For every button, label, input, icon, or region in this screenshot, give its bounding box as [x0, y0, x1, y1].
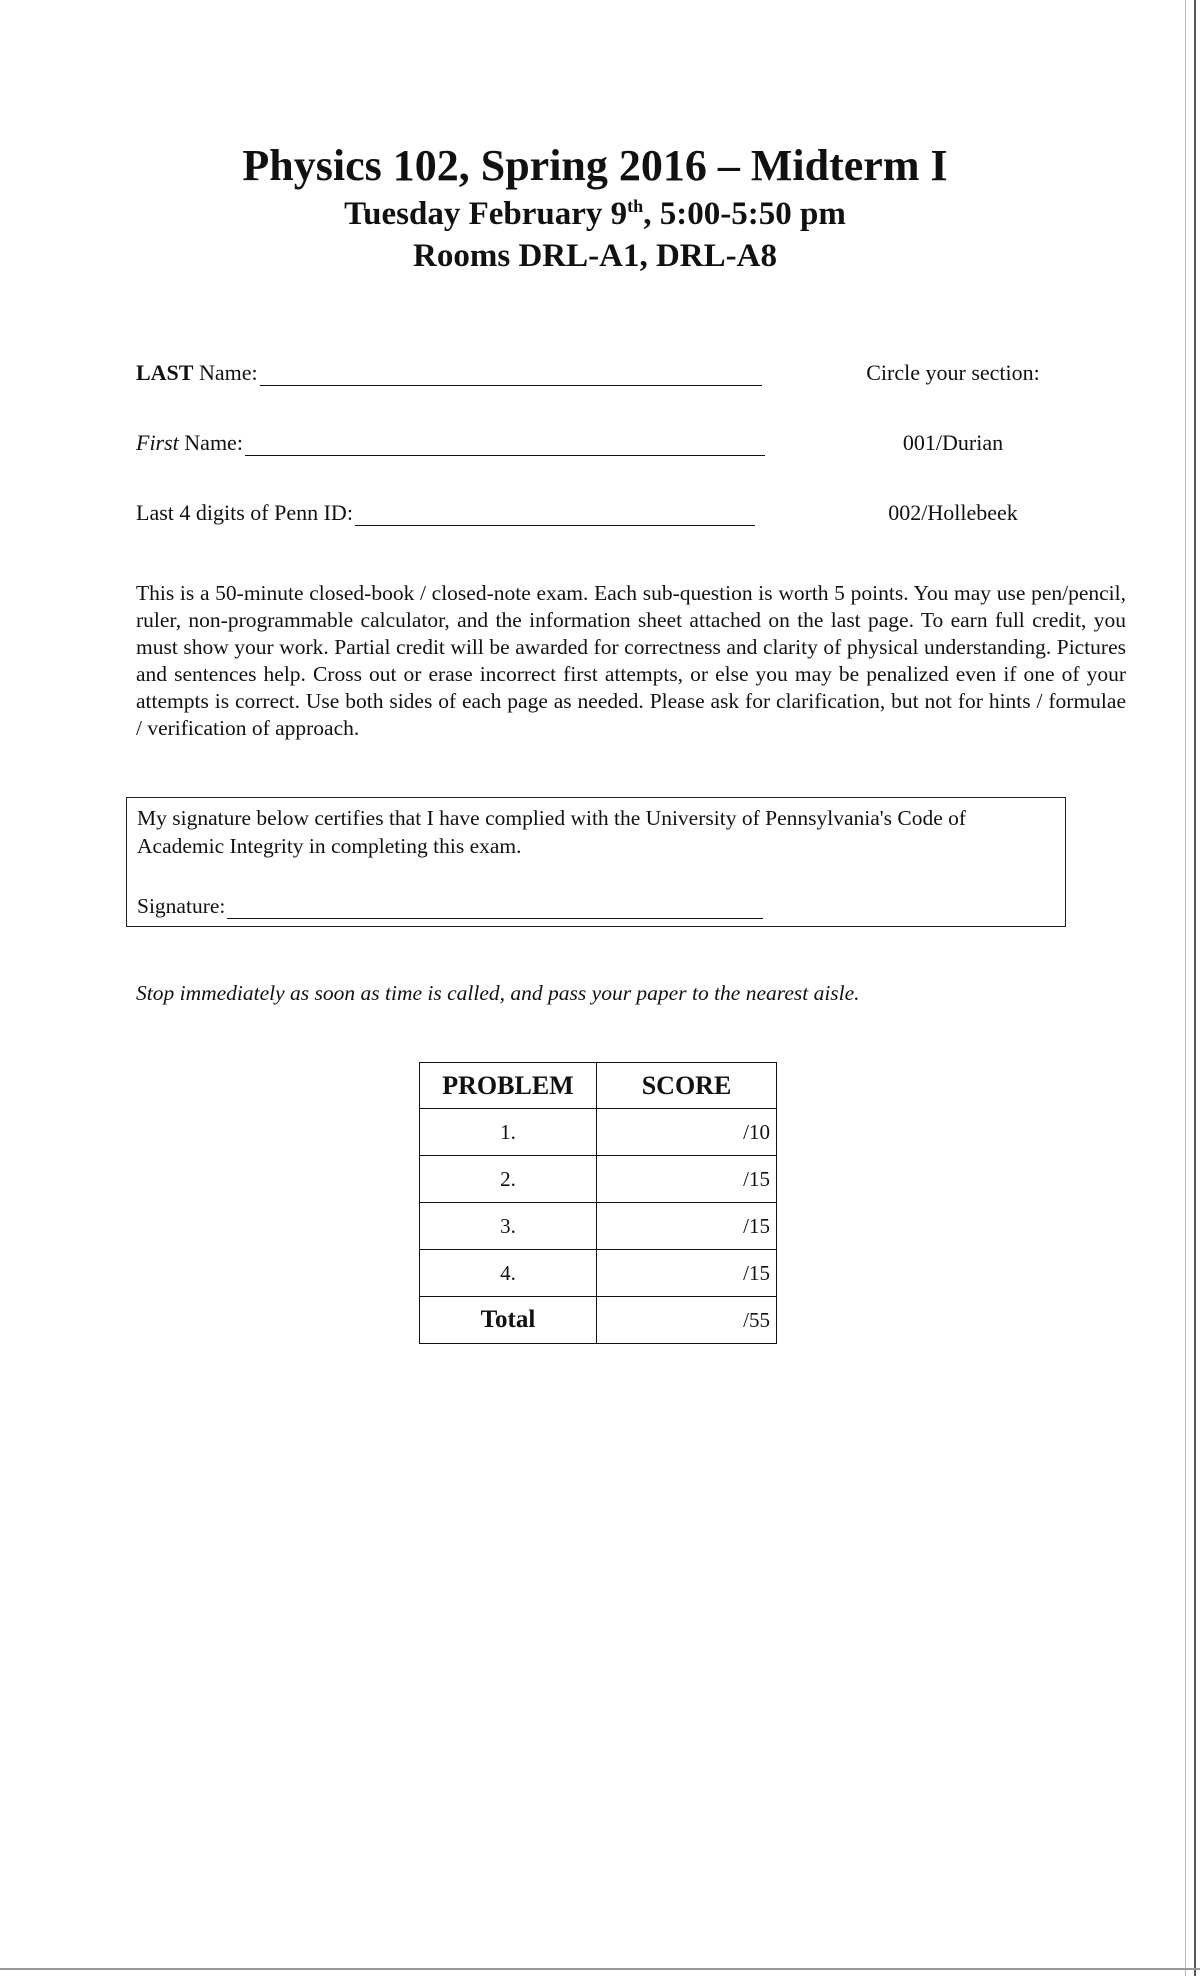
exam-title: Physics 102, Spring 2016 – Midterm I [242, 141, 948, 190]
exam-date-prefix: Tuesday February 9 [344, 196, 628, 232]
problem-cell: 3. [420, 1203, 597, 1250]
total-score-cell: /55 [597, 1297, 777, 1344]
section-option-durian[interactable]: 001/Durian [902, 430, 1004, 455]
table-row [420, 1109, 777, 1156]
last-name-label-rest: Name: [193, 360, 258, 385]
exam-date-suffix: , 5:00-5:50 pm [643, 196, 846, 232]
last-name-label-bold: LAST [136, 360, 194, 385]
section-option-hollebeek[interactable]: 002/Hollebeek [888, 500, 1018, 525]
score-cell: /15 [597, 1203, 777, 1250]
score-cell: /10 [597, 1109, 777, 1156]
page-edge-shadow [1194, 0, 1196, 1976]
first-name-label-italic: First [136, 430, 179, 455]
table-row [420, 1203, 777, 1250]
score-cell: /15 [597, 1156, 777, 1203]
certification-text: My signature below certifies that I have complied with the University of Pennsylvania's Code of Academic Integrity in completing this exam. [137, 806, 967, 858]
table-row-total [420, 1297, 777, 1344]
page-bottom-edge [0, 1968, 1200, 1970]
problem-cell: 1. [420, 1109, 597, 1156]
problem-header: PROBLEM [420, 1063, 597, 1109]
penn-id-input[interactable] [355, 503, 755, 526]
problem-cell: 2. [420, 1156, 597, 1203]
exam-instructions: This is a 50-minute closed-book / closed-note exam. Each sub-question is worth 5 points. You may use pen/pencil, ruler, non-programmable calculator, and the information sheet attached on the last page. To earn full credit, you must show your work. Partial credit will be awarded for correctness and clarity of physical understanding. Pictures and sentences help. Cross out or erase incorrect first attempts, or else you may be penalized even if one of your attempts is correct. Use both sides of each page as needed. Please ask for clarification, but not for hints / formulae / verification of approach. [136, 581, 1126, 740]
first-name-input[interactable] [245, 433, 765, 456]
first-name-label-rest: Name: [178, 430, 243, 455]
page-edge-line [1185, 0, 1186, 1976]
penn-id-label: Last 4 digits of Penn ID: [136, 500, 353, 525]
last-name-field [136, 360, 762, 386]
total-label-cell: Total [420, 1297, 597, 1344]
signature-label: Signature: [137, 894, 226, 918]
certification-box [126, 797, 1066, 927]
first-name-label [136, 430, 243, 456]
stop-notice: Stop immediately as soon as time is called, and pass your paper to the nearest aisle. [136, 981, 860, 1005]
last-name-label [136, 360, 258, 386]
score-header: SCORE [597, 1063, 777, 1109]
score-table-header [420, 1063, 777, 1109]
table-row [420, 1156, 777, 1203]
score-cell: /15 [597, 1250, 777, 1297]
first-name-field [136, 430, 765, 456]
exam-date-sup: th [627, 196, 644, 216]
signature-input[interactable] [227, 896, 763, 919]
section-prompt: Circle your section: [866, 360, 1040, 385]
penn-id-field [136, 500, 755, 526]
table-row [420, 1250, 777, 1297]
last-name-input[interactable] [260, 363, 762, 386]
exam-date [0, 196, 1190, 233]
exam-rooms: Rooms DRL-A1, DRL-A8 [413, 238, 777, 274]
problem-cell: 4. [420, 1250, 597, 1297]
score-table [419, 1062, 777, 1344]
signature-field [137, 894, 763, 919]
